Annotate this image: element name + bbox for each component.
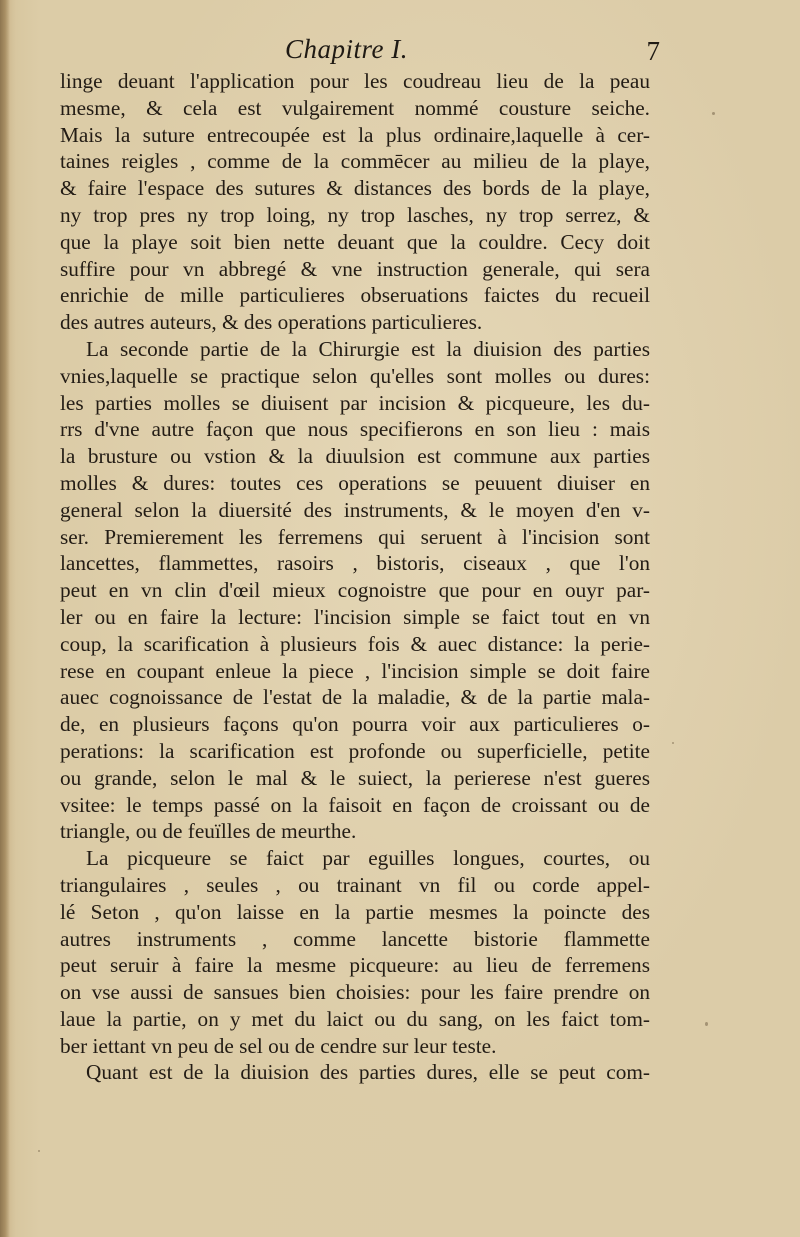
text-line: ou grande, selon le mal & le suiect, la perierese n'est gueres bbox=[60, 765, 650, 790]
text-line: perations: la scarification est profonde ou superficielle, petite bbox=[60, 738, 650, 763]
text-line: triangle, ou de feuïlles de meurthe. bbox=[60, 819, 357, 844]
text-line: & faire l'espace des sutures & distances des bords de la playe, bbox=[60, 176, 650, 201]
text-line: rese en coupant enleue la piece , l'incision simple se doit faire bbox=[60, 658, 650, 683]
page-gutter bbox=[0, 0, 10, 1237]
text-line: lé Seton , qu'on laisse en la partie mesmes la poincte des bbox=[60, 899, 650, 924]
text-line: de, en plusieurs façons qu'on pourra voir aux particulieres o- bbox=[60, 712, 650, 737]
text-line: coup, la scarification à plusieurs fois & auec distance: la perie- bbox=[60, 631, 650, 656]
text-line: ber iettant vn peu de sel ou de cendre sur leur teste. bbox=[60, 1033, 497, 1058]
text-line: vsitee: le temps passé on la faisoit en façon de croissant ou de bbox=[60, 792, 650, 817]
text-line: laue la partie, on y met du laict ou du sang, on les faict tom- bbox=[60, 1006, 650, 1031]
text-line: enrichie de mille particulieres obseruations faictes du recueil bbox=[60, 283, 650, 308]
text-line: taines reigles , comme de la commēcer au milieu de la playe, bbox=[60, 149, 650, 174]
paper-speck bbox=[38, 1150, 40, 1152]
text-line: Mais la suture entrecoupée est la plus ordinaire,laquelle à cer- bbox=[60, 122, 650, 147]
text-line: ser. Premierement les ferremens qui seruent à l'incision sont bbox=[60, 524, 650, 549]
paragraph-first-line: La seconde partie de la Chirurgie est la diuision des parties bbox=[86, 336, 650, 361]
text-line: auec cognoissance de l'estat de la maladie, & de la partie mala- bbox=[60, 685, 650, 710]
text-line: lancettes, flammettes, rasoirs , bistoris, ciseaux , que l'on bbox=[60, 551, 650, 576]
text-line: peut en vn clin d'œil mieux cognoistre que pour en ouyr par- bbox=[60, 578, 650, 603]
running-head bbox=[60, 30, 660, 70]
text-line: vnies,laquelle se practique selon qu'elles sont molles ou dures: bbox=[60, 363, 650, 388]
page-number: 7 bbox=[646, 36, 660, 66]
paragraph-first-line: Quant est de la diuision des parties dures, elle se peut com- bbox=[86, 1060, 650, 1085]
text-line: la brusture ou vstion & la diuulsion est commune aux parties bbox=[60, 444, 650, 469]
chapter-title: Chapitre I. bbox=[285, 34, 408, 64]
text-line: mesme, & cela est vulgairement nommé cousture seiche. bbox=[60, 95, 650, 120]
text-line: triangulaires , seules , ou trainant vn fil ou corde appel- bbox=[60, 872, 650, 897]
text-line: les parties molles se diuisent par incision & picqueure, les du- bbox=[60, 390, 650, 415]
text-line: des autres auteurs, & des operations particulieres. bbox=[60, 310, 483, 335]
text-line: peut seruir à faire la mesme picqueure: au lieu de ferremens bbox=[60, 953, 650, 978]
body-text bbox=[60, 68, 650, 1086]
text-line: ler ou en faire la lecture: l'incision simple se faict tout en vn bbox=[60, 604, 650, 629]
text-line: ny trop pres ny trop loing, ny trop lasches, ny trop serrez, & bbox=[60, 202, 650, 227]
paper-speck bbox=[705, 1022, 708, 1026]
text-line: general selon la diuersité des instruments, & le moyen d'en v- bbox=[60, 497, 650, 522]
text-line: rrs d'vne autre façon que nous specifierons en son lieu : mais bbox=[60, 417, 650, 442]
text-line: autres instruments , comme lancette bistorie flammette bbox=[60, 926, 650, 951]
text-line: molles & dures: toutes ces operations se peuuent diuiser en bbox=[60, 470, 650, 495]
text-line: suffire pour vn abbregé & vne instruction generale, qui sera bbox=[60, 256, 650, 281]
paper-speck bbox=[712, 112, 715, 115]
text-line: on vse aussi de sansues bien choisies: pour les faire prendre on bbox=[60, 980, 650, 1005]
text-line: linge deuant l'application pour les coudreau lieu de la peau bbox=[60, 69, 650, 93]
paragraph-first-line: La picqueure se faict par eguilles longues, courtes, ou bbox=[86, 846, 650, 871]
text-line: que la playe soit bien nette deuant que la couldre. Cecy doit bbox=[60, 229, 650, 254]
paper-speck bbox=[672, 742, 674, 744]
